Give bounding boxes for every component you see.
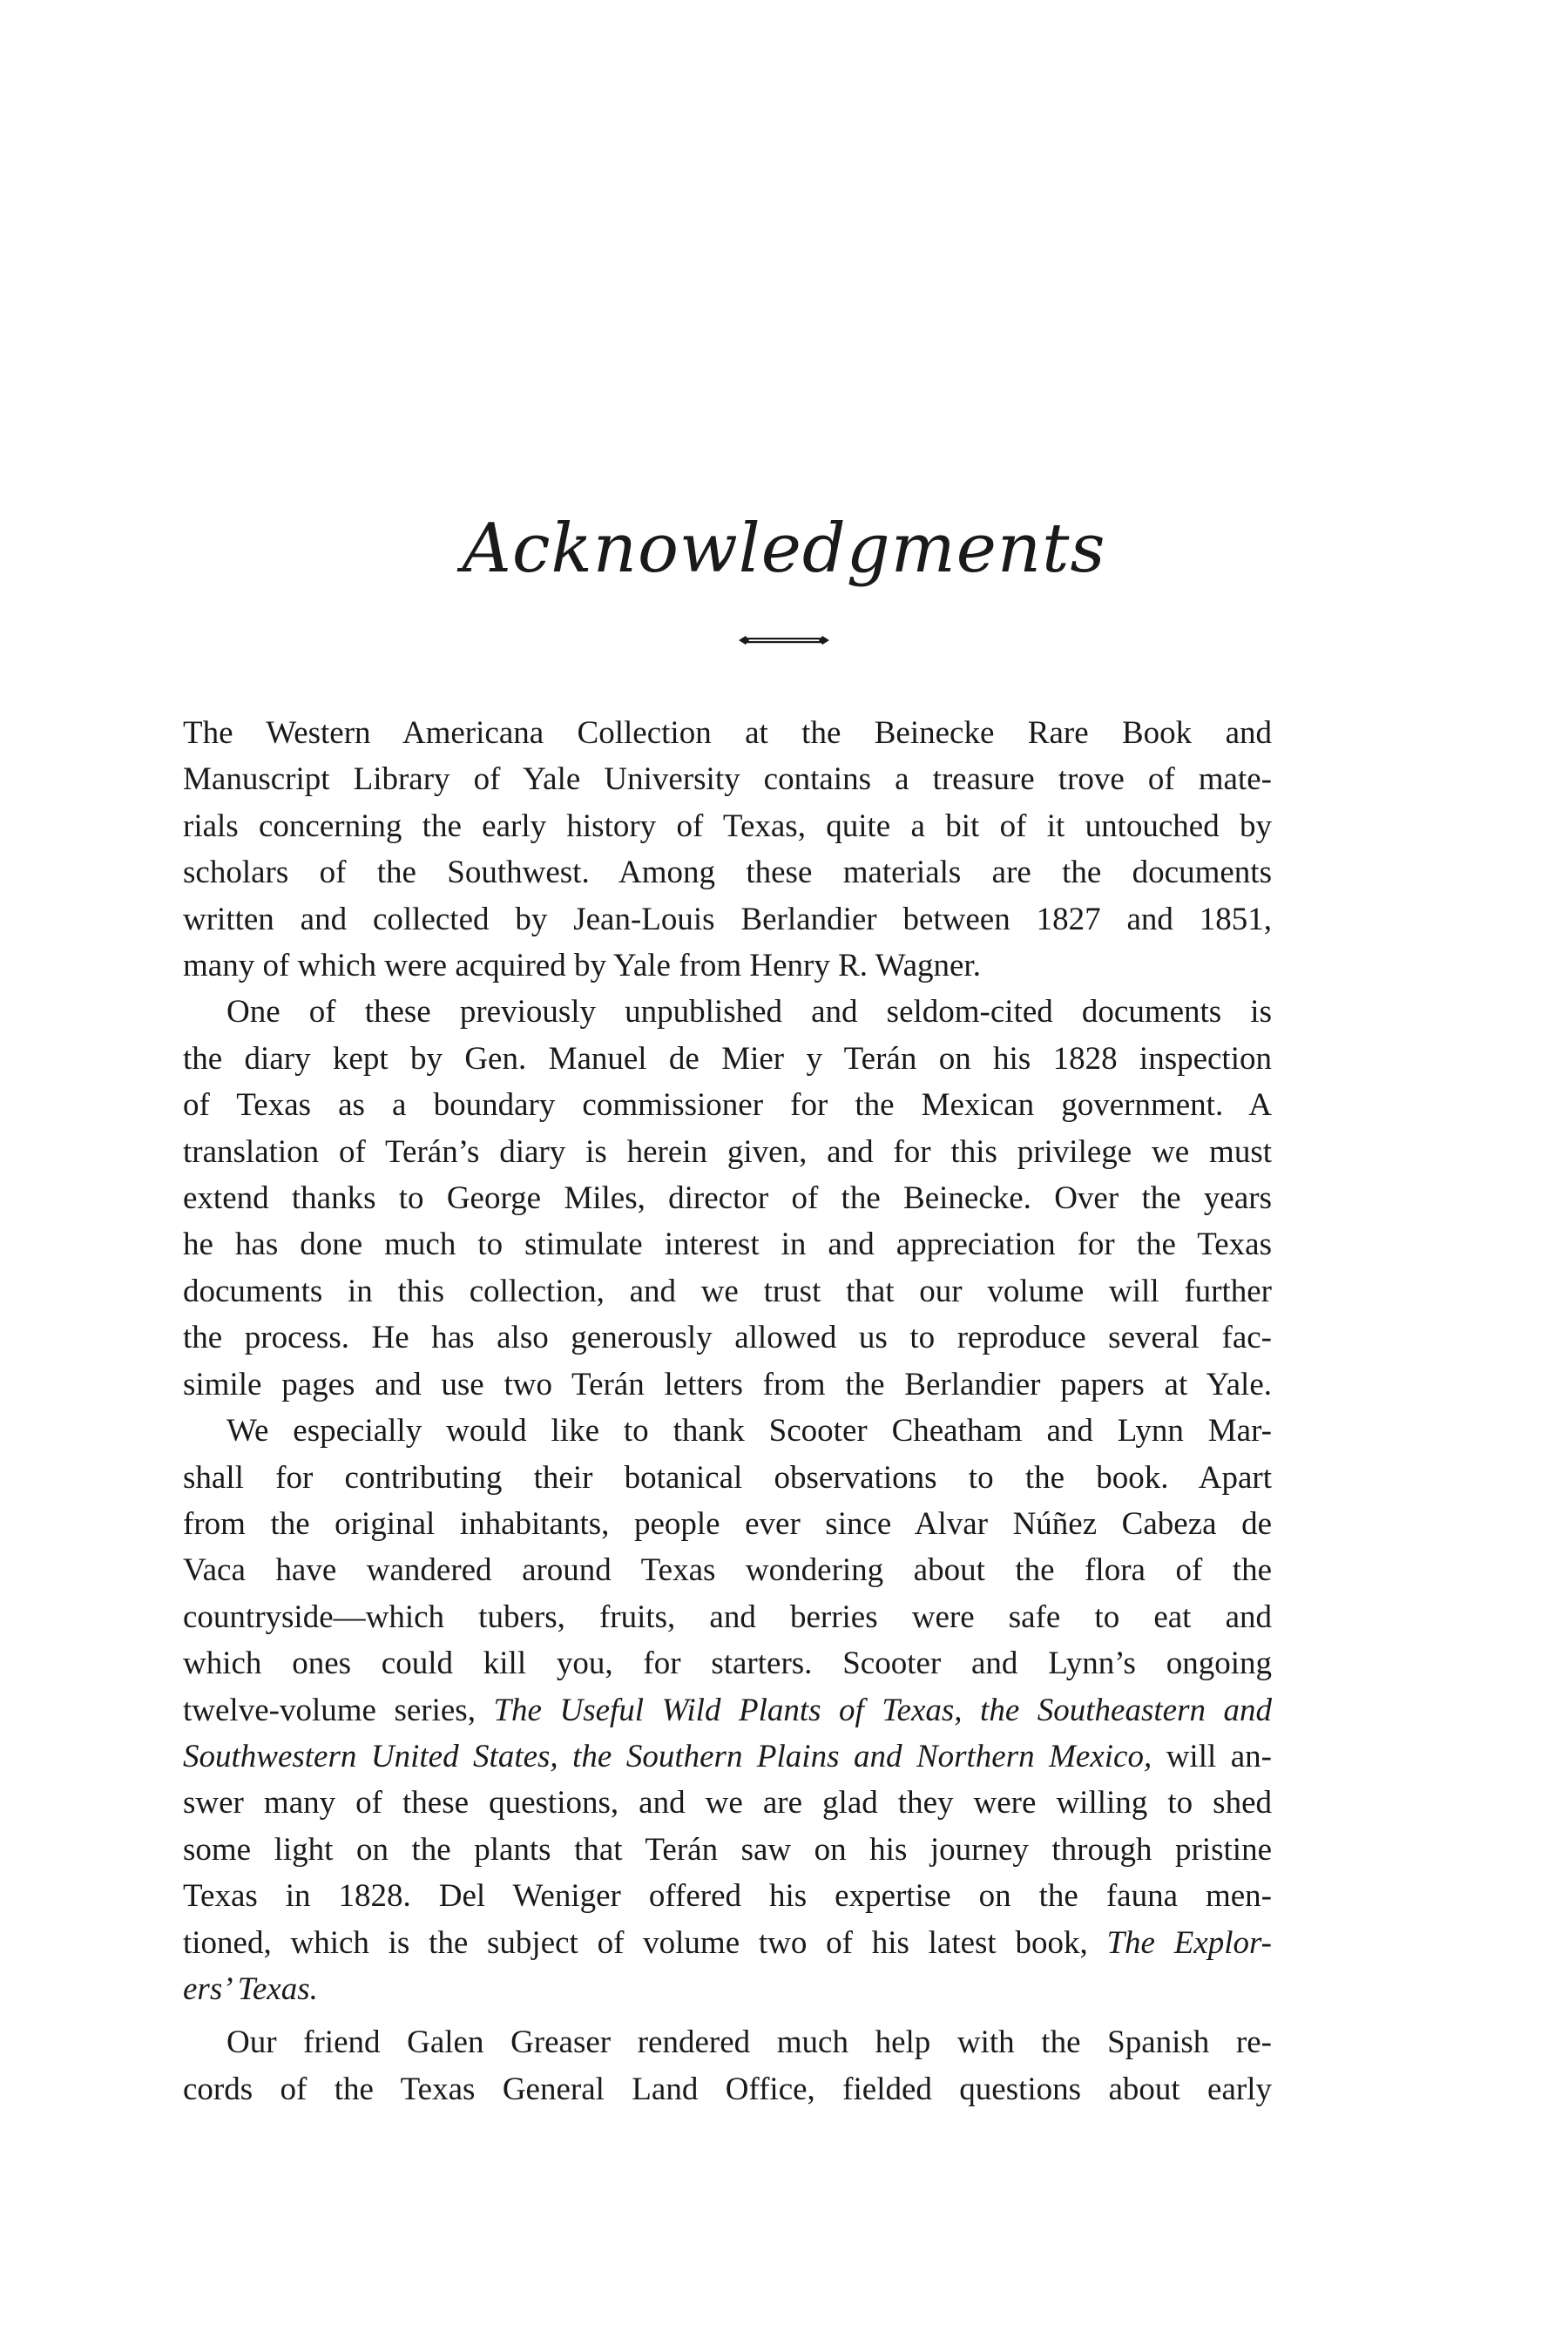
- text-line: shall for contributing their botanical observations to the book. Apart: [183, 1459, 1272, 1496]
- book-title-italic: Southwestern United States, the Southern Plains and Northern Mexico,: [183, 1738, 1152, 1774]
- text-line: Manuscript Library of Yale University contains a treasure trove of mate-: [183, 761, 1272, 798]
- text-line: [183, 1734, 1272, 1780]
- text-line: [183, 1687, 1272, 1734]
- text-line: which ones could kill you, for starters. Scooter and Lynn’s ongoing: [183, 1646, 1272, 1682]
- text-line: Vaca have wandered around Texas wondering about the flora of the: [183, 1552, 1272, 1589]
- text-line: [183, 1966, 1272, 2012]
- text-line: translation of Terán’s diary is herein given, and for this privilege we must: [183, 1133, 1272, 1170]
- text-line: some light on the plants that Terán saw on his journey through pristine: [183, 1831, 1272, 1868]
- text-line: simile pages and use two Terán letters from the Berlandier papers at Yale.: [183, 1366, 1272, 1402]
- book-title-italic: The Explor-: [1106, 1924, 1272, 1961]
- text-line: countryside—which tubers, fruits, and berries were safe to eat and: [183, 1598, 1272, 1635]
- text-line: rials concerning the early history of Texas, quite a bit of it untouched by: [183, 808, 1272, 844]
- book-title-italic: The Useful Wild Plants of Texas, the Southeastern and: [493, 1692, 1273, 1728]
- page-heading: Acknowledgments: [462, 510, 1106, 588]
- text-line: many of which were acquired by Yale from Henry R. Wagner.: [183, 948, 981, 984]
- book-title-italic: ers’ Texas.: [183, 1970, 318, 2007]
- text-line: One of these previously unpublished and seldom-cited documents is: [226, 994, 1272, 1031]
- text-line: [183, 1920, 1272, 1966]
- paragraph-2: [183, 989, 1272, 1408]
- text-segment: twelve-volume series,: [183, 1692, 494, 1728]
- text-line: from the original inhabitants, people ever since Alvar Núñez Cabeza de: [183, 1505, 1272, 1542]
- text-segment: will an-: [1152, 1738, 1273, 1774]
- text-segment: tioned, which is the subject of volume two of his latest book,: [183, 1924, 1107, 1961]
- paragraph-1: [183, 710, 1272, 989]
- text-line: he has done much to stimulate interest in and appreciation for the Texas: [183, 1227, 1272, 1263]
- text-line: Our friend Galen Greaser rendered much help with the Spanish re-: [226, 2024, 1272, 2061]
- text-line: written and collected by Jean-Louis Berlandier between 1827 and 1851,: [183, 901, 1272, 937]
- text-line: scholars of the Southwest. Among these materials are the documents: [183, 855, 1272, 891]
- text-line: the process. He has also generously allowed us to reproduce several fac-: [183, 1320, 1272, 1356]
- text-line: the diary kept by Gen. Manuel de Mier y Terán on his 1828 inspection: [183, 1040, 1272, 1077]
- text-line: We especially would like to thank Scooter Cheatham and Lynn Mar-: [226, 1413, 1272, 1450]
- text-line: The Western Americana Collection at the Beinecke Rare Book and: [183, 715, 1272, 751]
- text-line: of Texas as a boundary commissioner for the Mexican government. A: [183, 1087, 1272, 1124]
- ornament-divider-icon: [739, 634, 829, 646]
- text-line: cords of the Texas General Land Office, fielded questions about early: [183, 2071, 1272, 2107]
- text-line: documents in this collection, and we trust that our volume will further: [183, 1273, 1272, 1309]
- body-text: [183, 710, 1272, 2112]
- text-line: extend thanks to George Miles, director of the Beinecke. Over the years: [183, 1180, 1272, 1217]
- paragraph-4: [183, 2019, 1272, 2112]
- text-line: Texas in 1828. Del Weniger offered his expertise on the fauna men-: [183, 1878, 1272, 1915]
- paragraph-3: [183, 1408, 1272, 2012]
- text-line: swer many of these questions, and we are glad they were willing to shed: [183, 1785, 1272, 1821]
